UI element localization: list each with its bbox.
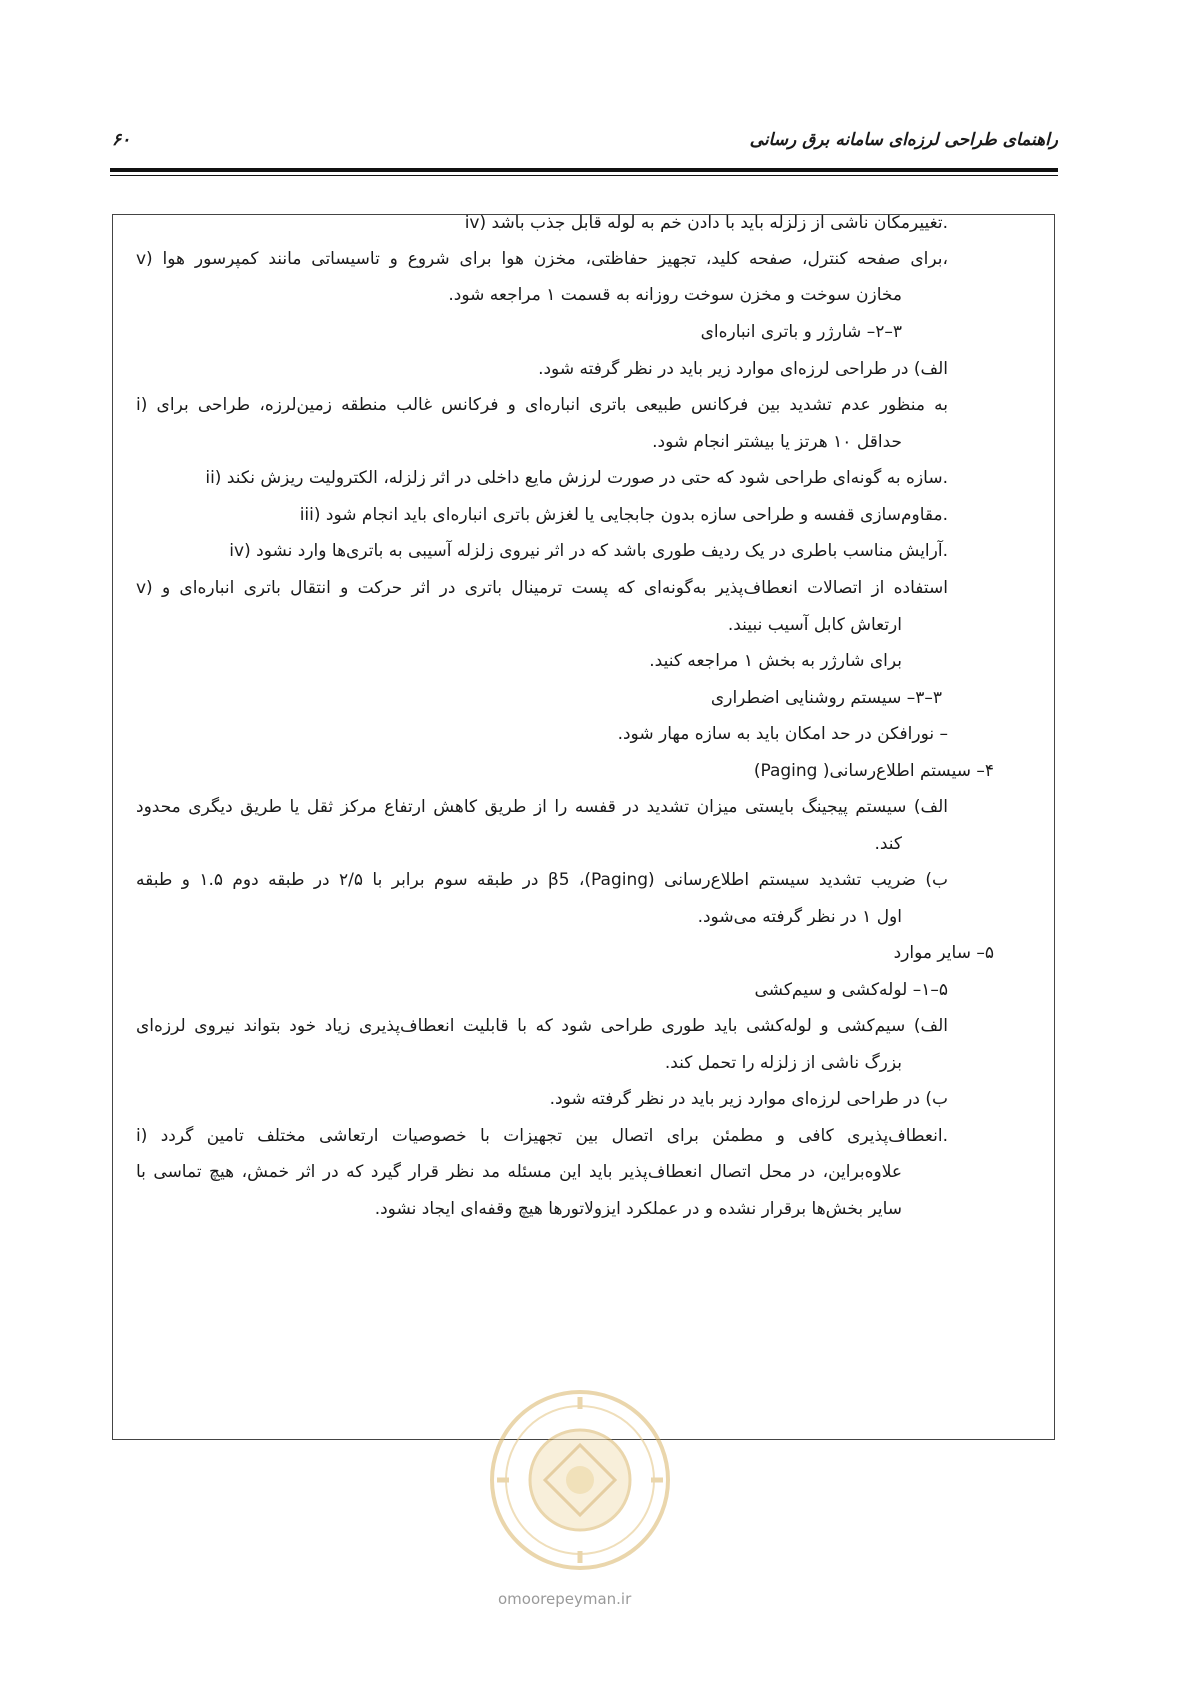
seal-logo-icon: [485, 1385, 675, 1575]
running-title: راهنمای طراحی لرزه‌ای سامانه برق رسانی: [749, 130, 1058, 150]
text-line: بزرگ ناشی از زلزله را تحمل کند.: [664, 1053, 902, 1073]
header-rule-thin: [110, 175, 1058, 176]
text-line: ارتعاش کابل آسیب نبیند.: [727, 615, 902, 635]
text-line: الف) سیستم پیجینگ بایستی میزان تشدید در قفسه را از طریق کاهش ارتفاع مرکز ثقل یا طریق دیگری محدود: [136, 797, 948, 817]
watermark-url: omoorepeyman.ir: [498, 1590, 632, 1608]
section-heading: ۳–۲– شارژر و باتری انباره‌ای: [700, 322, 902, 342]
text-line: علاوه‌براین، در محل اتصال انعطاف‌پذیر باید این مسئله مد نظر قرار گیرد که در اثر خمش، هیچ تماسی با: [136, 1162, 902, 1182]
text-line: الف) در طراحی لرزه‌ای موارد زیر باید در نظر گرفته شود.: [538, 359, 948, 379]
content-box: [112, 214, 1055, 1440]
text-line: ii) سازه به گونه‌ای طراحی شود که حتی در صورت لرزش مایع داخلی در اثر زلزله، الکترولیت ریزش نکند.: [205, 468, 948, 488]
section-heading: ۳–۳– سیستم روشنایی اضطراری: [710, 688, 942, 708]
section-heading: ۵–۱– لوله‌کشی و سیم‌کشی: [754, 980, 948, 1000]
text-line: سایر بخش‌ها برقرار نشده و در عملکرد ایزولاتورها هیچ وقفه‌ای ایجاد نشود.: [374, 1199, 902, 1219]
section-heading: ۴– سیستم اطلاع‌رسانی( Paging): [753, 761, 994, 781]
text-line: اول ۱ در نظر گرفته می‌شود.: [697, 907, 902, 927]
text-line: iv) آرایش مناسب باطری در یک ردیف طوری باشد که در اثر نیروی زلزله آسیبی به باتری‌ها وارد نشود.: [229, 541, 948, 561]
text-line: i) به منظور عدم تشدید بین فرکانس طبیعی باتری انباره‌ای و فرکانس غالب منطقه زمین‌لرزه، طراحی برای: [136, 395, 948, 415]
header-rule-thick: [110, 168, 1058, 172]
text-line: – نورافکن در حد امکان باید به سازه مهار شود.: [617, 724, 948, 744]
text-line: ب) در طراحی لرزه‌ای موارد زیر باید در نظر گرفته شود.: [549, 1089, 948, 1109]
page-number: ۶۰: [112, 130, 131, 150]
text-line: کند.: [874, 834, 902, 854]
section-heading: ۵– سایر موارد: [893, 943, 994, 963]
text-line: iv) تغییرمکان ناشی از زلزله باید با دادن خم به لوله قابل جذب باشد.: [464, 213, 948, 233]
text-line: i) انعطاف‌پذیری کافی و مطمئن برای اتصال بین تجهیزات با خصوصیات ارتعاشی مختلف تامین گردد.: [136, 1126, 948, 1146]
text-line: iii) مقاوم‌سازی قفسه و طراحی سازه بدون جابجایی یا لغزش باتری انباره‌ای باید انجام شود.: [299, 505, 948, 525]
text-line: مخازن سوخت و مخزن سوخت روزانه به قسمت ۱ مراجعه شود.: [448, 285, 902, 305]
text-line: ب) ضریب تشدید سیستم اطلاع‌رسانی (Paging)، β5 در طبقه سوم برابر با ۲/۵ در طبقه دوم ۱.۵ و طبقه: [136, 870, 948, 890]
text-line: الف) سیم‌کشی و لوله‌کشی باید طوری طراحی شود که با قابلیت انعطاف‌پذیری زیاد خود بتواند نیروی لرزه‌ای: [136, 1016, 948, 1036]
page-header: [112, 120, 1058, 150]
text-line: v) برای صفحه کنترل، صفحه کلید، تجهیز حفاظتی، مخزن هوا برای شروع و تاسیساتی مانند کمپرسور هوا،: [136, 249, 948, 269]
text-line: v) استفاده از اتصالات انعطاف‌پذیر به‌گونه‌ای که پست ترمینال باتری در اثر حرکت و انتقال باتری انباره‌ای و: [136, 578, 948, 598]
text-line: برای شارژر به بخش ۱ مراجعه کنید.: [649, 651, 902, 671]
text-line: حداقل ۱۰ هرتز یا بیشتر انجام شود.: [652, 432, 902, 452]
